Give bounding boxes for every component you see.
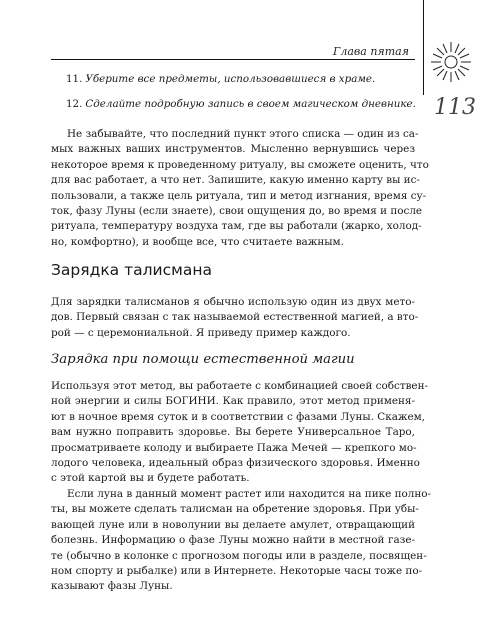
paragraph bbox=[51, 379, 429, 487]
text-line: дов. Первый связан с так называемой естественной магией, а вто- bbox=[51, 311, 419, 324]
sun-icon bbox=[427, 38, 475, 86]
text-line: ток, фазу Луны (если знаете), свои ощущения до, во время и после bbox=[51, 205, 423, 218]
list-item-number: 11. bbox=[66, 73, 83, 85]
text-line: вам нужно поправить здоровье. Вы берете Универсальное Таро, bbox=[51, 426, 415, 439]
header-rule bbox=[51, 59, 415, 60]
subsection-heading: Зарядка при помощи естественной магии bbox=[51, 352, 355, 367]
text-line: Если луна в данный момент растет или находится на пике полно- bbox=[67, 488, 432, 500]
paragraph bbox=[51, 127, 429, 250]
text-line: вающей луне или в новолунии вы делаете амулет, отвращающий bbox=[51, 518, 415, 531]
text-line: казывают фазы Луны. bbox=[51, 580, 173, 593]
paragraph bbox=[51, 487, 432, 595]
list-item-number: 12. bbox=[66, 98, 83, 110]
text-line: некоторое время к проведенному ритуалу, вы сможете оценить, что bbox=[51, 158, 429, 171]
text-line: те (обычно в колонке с прогнозом погоды или в разделе, посвящен- bbox=[51, 549, 427, 562]
list-item bbox=[66, 73, 375, 85]
text-line: Используя этот метод, вы работаете с комбинацией своей собствен- bbox=[51, 380, 429, 392]
text-line: ной энергии и силы БОГИНИ. Как правило, этот метод применя- bbox=[51, 395, 415, 408]
text-line: для вас работает, а что нет. Запишите, какую именно карту вы ис- bbox=[51, 174, 420, 187]
text-line: ном спорту и рыбалке) или в Интернете. Некоторые часы тоже по- bbox=[51, 565, 423, 578]
list-item-text: Уберите все предметы, использовавшиеся в храме. bbox=[85, 73, 376, 85]
page-number: 113 bbox=[434, 95, 476, 120]
text-line: просматриваете колоду и выбираете Пажа Мечей — крепкого мо- bbox=[51, 441, 417, 454]
paragraph bbox=[51, 295, 419, 341]
text-line: Для зарядки талисманов я обычно использую один из двух мето- bbox=[51, 296, 415, 308]
section-heading: Зарядка талисмана bbox=[51, 261, 212, 279]
text-line: пользовали, а также цель ритуала, тип и метод изгнания, время су- bbox=[51, 189, 427, 202]
text-line: но, комфортно), и вообще все, что считаете важным. bbox=[51, 235, 344, 248]
text-line: лодого человека, идеальный образ физического здоровья. Именно bbox=[51, 457, 420, 470]
text-line: болезнь. Информацию о фазе Луны можно найти в местной газе- bbox=[51, 534, 415, 547]
text-line: ты, вы можете сделать талисман на обретение здоровья. При убы- bbox=[51, 503, 419, 516]
text-line: рой — с церемониальной. Я приведу пример каждого. bbox=[51, 326, 351, 339]
list-item bbox=[66, 98, 416, 110]
text-line: ют в ночное время суток и в соответствии с фазами Луны. Скажем, bbox=[51, 410, 425, 423]
list-item-text: Сделайте подробную запись в своем магическом дневнике. bbox=[85, 98, 416, 110]
text-line: ритуала, температуру воздуха там, где вы работали (жарко, холод- bbox=[51, 220, 422, 233]
margin-rule bbox=[423, 0, 424, 95]
text-line: Не забывайте, что последний пункт этого списка — один из са- bbox=[67, 128, 419, 140]
text-line: мых важных ваших инструментов. Мысленно вернувшись через bbox=[51, 143, 415, 156]
text-line: с этой картой вы и будете работать. bbox=[51, 472, 250, 485]
chapter-label: Глава пятая bbox=[333, 45, 409, 58]
